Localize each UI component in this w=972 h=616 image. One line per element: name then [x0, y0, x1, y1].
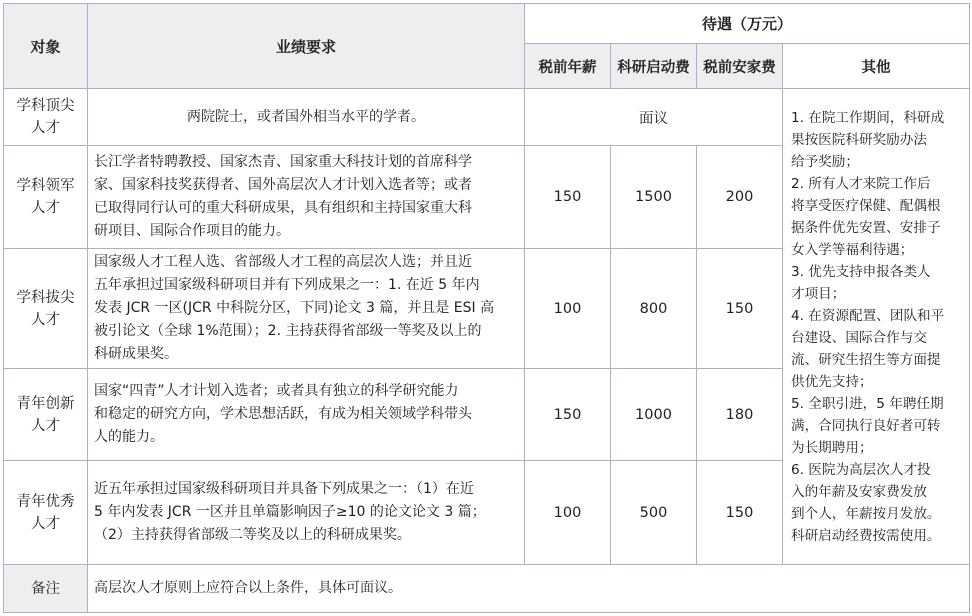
salary-cell: 100 — [525, 249, 611, 369]
requirement-line: 人的能力。 — [94, 429, 164, 445]
requirement-line: 发表 JCR 一区(JCR 中科院分区，下同)论文 3 篇，并且是 ESI 高 — [94, 300, 495, 316]
other-line: 4. 在资源配置、团队和平 — [791, 307, 945, 324]
other-line: 到个人，年薪按月发放。 — [791, 505, 941, 522]
other-line: 给予奖励； — [791, 153, 859, 170]
other-line: 科研启动经费按需使用。 — [791, 527, 941, 544]
other-line: 供优先支持； — [791, 373, 873, 390]
other-line: 流、研究生招生等方面提 — [791, 351, 941, 368]
other-line: 5. 全职引进，5 年聘任期 — [791, 395, 944, 412]
salary-cell: 100 — [525, 461, 611, 565]
object-cell — [4, 369, 88, 461]
other-line: 台建设、国际合作与交 — [791, 329, 927, 346]
settle-fee-cell: 150 — [697, 249, 783, 369]
settle-fee-cell: 200 — [697, 146, 783, 249]
other-line: 3. 优先支持申报各类人 — [791, 263, 931, 280]
salary-cell: 150 — [525, 146, 611, 249]
note-label: 备注 — [4, 565, 88, 613]
header-salary: 税前年薪 — [525, 44, 611, 89]
requirement-line: 科研成果奖。 — [94, 346, 178, 362]
object-line: 青年创新 — [16, 395, 75, 412]
requirement-line: 国家级人才工程人选、省部级人才工程的高层次人选；并且近 — [94, 254, 472, 270]
research-fund-cell: 500 — [611, 461, 697, 565]
other-line: 入的年薪及安家费发放 — [791, 483, 927, 500]
research-fund-cell: 800 — [611, 249, 697, 369]
object-line: 人才 — [31, 120, 60, 136]
object-line: 青年优秀 — [16, 493, 75, 510]
requirement-line: （2）主持获得省部级二等奖及以上的科研成果奖。 — [94, 527, 411, 543]
header-object: 对象 — [4, 4, 88, 89]
header-treatment: 待遇（万元） — [525, 4, 970, 44]
other-line: 据条件优先安置、安排子 — [791, 219, 941, 236]
requirement-line: 五年承担过国家级科研项目并有下列成果之一：1. 在近 5 年内 — [94, 277, 480, 293]
other-line: 将享受医疗保健、配偶根 — [791, 197, 941, 214]
requirement-cell — [88, 461, 525, 565]
talent-policy-table — [3, 3, 970, 613]
other-line: 果按医院科研奖励办法 — [791, 131, 927, 148]
header-requirement: 业绩要求 — [88, 4, 525, 89]
research-fund-cell: 1500 — [611, 146, 697, 249]
other-line: 才项目； — [791, 285, 846, 302]
object-line: 学科领军 — [16, 178, 75, 194]
requirement-cell — [88, 369, 525, 461]
other-line: 为长期聘用； — [791, 439, 873, 456]
other-benefits-cell — [783, 89, 970, 565]
requirement-line: 研项目、国际合作项目的能力。 — [94, 223, 290, 239]
salary-cell: 150 — [525, 369, 611, 461]
object-line: 人才 — [31, 515, 60, 532]
object-cell — [4, 249, 88, 369]
object-cell — [4, 461, 88, 565]
requirement-line: 5 年内发表 JCR 一区并且单篇影响因子≥10 的论文论文 3 篇； — [94, 504, 486, 520]
header-settle-fee: 税前安家费 — [697, 44, 783, 89]
object-cell — [4, 89, 88, 146]
requirement-cell — [88, 249, 525, 369]
table-row — [4, 89, 970, 146]
object-line: 学科拔尖 — [16, 289, 75, 306]
settle-fee-cell: 180 — [697, 369, 783, 461]
note-row — [4, 565, 970, 613]
other-line: 满，合同执行良好者可转 — [791, 417, 941, 434]
header-other: 其他 — [783, 44, 970, 89]
negotiable-cell: 面议 — [525, 89, 783, 146]
requirement-cell: 两院院士，或者国外相当水平的学者。 — [88, 89, 525, 146]
object-line: 人才 — [31, 311, 60, 328]
note-text: 高层次人才原则上应符合以上条件，具体可面议。 — [88, 565, 970, 613]
requirement-line: 家、国家科技奖获得者、国外高层次人才计划入选者等；或者 — [94, 177, 472, 193]
object-line: 学科顶尖 — [16, 98, 75, 114]
requirement-line: 已取得同行认可的重大科研成果，具有组织和主持国家重大科 — [94, 200, 472, 216]
object-cell — [4, 146, 88, 249]
requirement-cell — [88, 146, 525, 249]
requirement-line: 被引论文（全球 1%范围）；2. 主持获得省部级一等奖及以上的 — [94, 323, 482, 339]
other-line: 女入学等福利待遇； — [791, 241, 914, 258]
settle-fee-cell: 150 — [697, 461, 783, 565]
requirement-line: 长江学者特聘教授、国家杰青、国家重大科技计划的首席科学 — [94, 154, 472, 170]
requirement-line: 和稳定的研究方向，学术思想活跃，有成为相关领域学科带头 — [94, 406, 472, 422]
other-line: 6. 医院为高层次人才投 — [791, 461, 931, 478]
object-line: 人才 — [31, 200, 60, 216]
header-research-fund: 科研启动费 — [611, 44, 697, 89]
requirement-line: 国家“四青”人才计划入选者；或者具有独立的科学研究能力 — [94, 383, 459, 399]
research-fund-cell: 1000 — [611, 369, 697, 461]
other-line: 2. 所有人才来院工作后 — [791, 175, 931, 192]
requirement-line: 近五年承担过国家级科研项目并具备下列成果之一：（1）在近 — [94, 481, 474, 497]
other-line: 1. 在院工作期间，科研成 — [791, 109, 945, 126]
object-line: 人才 — [31, 417, 60, 434]
